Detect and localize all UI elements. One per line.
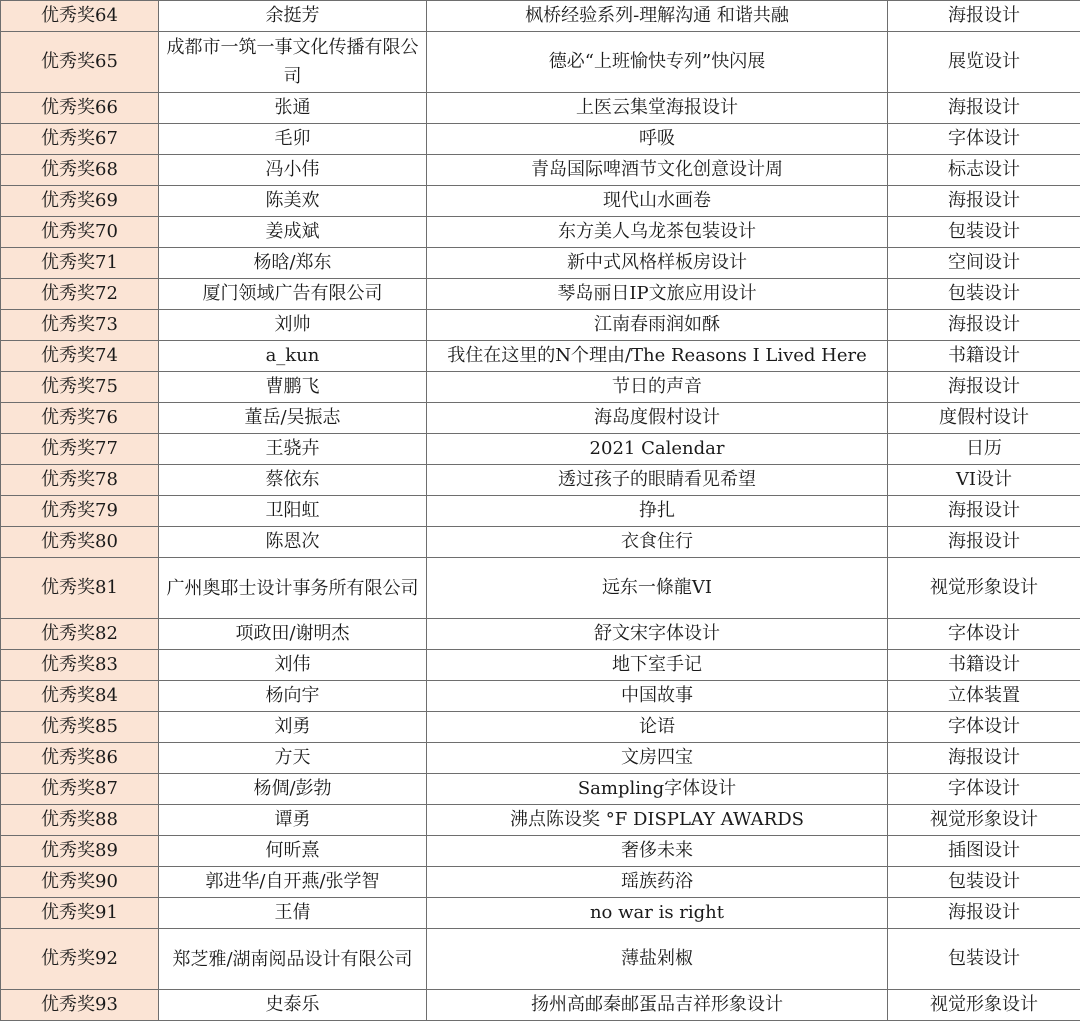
work-cell: 节日的声音 bbox=[427, 372, 888, 403]
work-cell: 枫桥经验系列-理解沟通 和谐共融 bbox=[427, 1, 888, 32]
table-row bbox=[1, 681, 1080, 712]
award-cell: 优秀奖81 bbox=[1, 558, 159, 619]
winner-cell: 蔡依东 bbox=[159, 465, 427, 496]
work-cell: 现代山水画卷 bbox=[427, 186, 888, 217]
award-cell: 优秀奖84 bbox=[1, 681, 159, 712]
table-row bbox=[1, 836, 1080, 867]
work-cell: 舒文宋字体设计 bbox=[427, 619, 888, 650]
work-cell: 琴岛丽日IP文旅应用设计 bbox=[427, 279, 888, 310]
award-cell: 优秀奖64 bbox=[1, 1, 159, 32]
winner-cell: a_kun bbox=[159, 341, 427, 372]
award-cell: 优秀奖75 bbox=[1, 372, 159, 403]
table-row bbox=[1, 650, 1080, 681]
award-cell: 优秀奖85 bbox=[1, 712, 159, 743]
winner-cell: 卫阳虹 bbox=[159, 496, 427, 527]
winner-cell: 杨倜/彭勃 bbox=[159, 774, 427, 805]
winner-cell: 姜成斌 bbox=[159, 217, 427, 248]
category-cell: 包装设计 bbox=[888, 217, 1080, 248]
category-cell: 海报设计 bbox=[888, 743, 1080, 774]
category-cell: 海报设计 bbox=[888, 310, 1080, 341]
award-cell: 优秀奖88 bbox=[1, 805, 159, 836]
table-row bbox=[1, 619, 1080, 650]
award-cell: 优秀奖93 bbox=[1, 990, 159, 1021]
award-cell: 优秀奖86 bbox=[1, 743, 159, 774]
category-cell: 空间设计 bbox=[888, 248, 1080, 279]
winner-cell: 成都市一筑一事文化传播有限公司 bbox=[159, 32, 427, 93]
award-cell: 优秀奖69 bbox=[1, 186, 159, 217]
work-cell: 德必“上班愉快专列”快闪展 bbox=[427, 32, 888, 93]
work-cell: 青岛国际啤酒节文化创意设计周 bbox=[427, 155, 888, 186]
table-row bbox=[1, 898, 1080, 929]
winner-cell: 广州奥耶士设计事务所有限公司 bbox=[159, 558, 427, 619]
winner-cell: 郑芝雅/湖南阅品设计有限公司 bbox=[159, 929, 427, 990]
work-cell: 地下室手记 bbox=[427, 650, 888, 681]
work-cell: 扬州高邮秦邮蛋品吉祥形象设计 bbox=[427, 990, 888, 1021]
award-cell: 优秀奖89 bbox=[1, 836, 159, 867]
category-cell: 立体装置 bbox=[888, 681, 1080, 712]
work-cell: 奢侈未来 bbox=[427, 836, 888, 867]
table-row bbox=[1, 527, 1080, 558]
award-cell: 优秀奖82 bbox=[1, 619, 159, 650]
winner-cell: 杨晗/郑东 bbox=[159, 248, 427, 279]
table-row bbox=[1, 186, 1080, 217]
award-cell: 优秀奖78 bbox=[1, 465, 159, 496]
award-cell: 优秀奖71 bbox=[1, 248, 159, 279]
table-row bbox=[1, 310, 1080, 341]
work-cell: 沸点陈设奖 °F DISPLAY AWARDS bbox=[427, 805, 888, 836]
category-cell: 字体设计 bbox=[888, 712, 1080, 743]
table-row bbox=[1, 496, 1080, 527]
winner-cell: 厦门领域广告有限公司 bbox=[159, 279, 427, 310]
table-row bbox=[1, 217, 1080, 248]
work-cell: 新中式风格样板房设计 bbox=[427, 248, 888, 279]
category-cell: 包装设计 bbox=[888, 867, 1080, 898]
category-cell: 标志设计 bbox=[888, 155, 1080, 186]
table-row bbox=[1, 712, 1080, 743]
work-cell: 2021 Calendar bbox=[427, 434, 888, 465]
table-row bbox=[1, 434, 1080, 465]
table-row bbox=[1, 465, 1080, 496]
category-cell: VI设计 bbox=[888, 465, 1080, 496]
award-cell: 优秀奖91 bbox=[1, 898, 159, 929]
award-cell: 优秀奖67 bbox=[1, 124, 159, 155]
winner-cell: 何昕熹 bbox=[159, 836, 427, 867]
table-row bbox=[1, 867, 1080, 898]
award-cell: 优秀奖90 bbox=[1, 867, 159, 898]
work-cell: 中国故事 bbox=[427, 681, 888, 712]
work-cell: 江南春雨润如酥 bbox=[427, 310, 888, 341]
award-cell: 优秀奖72 bbox=[1, 279, 159, 310]
table-row bbox=[1, 929, 1080, 990]
winner-cell: 杨向宇 bbox=[159, 681, 427, 712]
table-row bbox=[1, 372, 1080, 403]
winner-cell: 王倩 bbox=[159, 898, 427, 929]
winner-cell: 余挺芳 bbox=[159, 1, 427, 32]
table-row bbox=[1, 1, 1080, 32]
award-cell: 优秀奖92 bbox=[1, 929, 159, 990]
category-cell: 度假村设计 bbox=[888, 403, 1080, 434]
award-cell: 优秀奖66 bbox=[1, 93, 159, 124]
work-cell: 衣食住行 bbox=[427, 527, 888, 558]
category-cell: 书籍设计 bbox=[888, 650, 1080, 681]
table-row bbox=[1, 32, 1080, 93]
work-cell: 瑶族药浴 bbox=[427, 867, 888, 898]
category-cell: 字体设计 bbox=[888, 619, 1080, 650]
work-cell: 挣扎 bbox=[427, 496, 888, 527]
table-row bbox=[1, 774, 1080, 805]
table-row bbox=[1, 341, 1080, 372]
award-cell: 优秀奖83 bbox=[1, 650, 159, 681]
awards-table-body bbox=[1, 1, 1080, 1021]
category-cell: 插图设计 bbox=[888, 836, 1080, 867]
table-row bbox=[1, 155, 1080, 186]
table-row bbox=[1, 279, 1080, 310]
category-cell: 字体设计 bbox=[888, 124, 1080, 155]
category-cell: 书籍设计 bbox=[888, 341, 1080, 372]
winner-cell: 冯小伟 bbox=[159, 155, 427, 186]
winner-cell: 史泰乐 bbox=[159, 990, 427, 1021]
award-cell: 优秀奖80 bbox=[1, 527, 159, 558]
work-cell: 上医云集堂海报设计 bbox=[427, 93, 888, 124]
table-row bbox=[1, 124, 1080, 155]
category-cell: 包装设计 bbox=[888, 279, 1080, 310]
work-cell: no war is right bbox=[427, 898, 888, 929]
category-cell: 海报设计 bbox=[888, 527, 1080, 558]
winner-cell: 刘勇 bbox=[159, 712, 427, 743]
work-cell: 透过孩子的眼睛看见希望 bbox=[427, 465, 888, 496]
work-cell: 呼吸 bbox=[427, 124, 888, 155]
category-cell: 海报设计 bbox=[888, 496, 1080, 527]
table-row bbox=[1, 558, 1080, 619]
category-cell: 日历 bbox=[888, 434, 1080, 465]
winner-cell: 毛卯 bbox=[159, 124, 427, 155]
work-cell: 东方美人乌龙茶包装设计 bbox=[427, 217, 888, 248]
winner-cell: 董岳/吴振志 bbox=[159, 403, 427, 434]
winner-cell: 刘伟 bbox=[159, 650, 427, 681]
category-cell: 视觉形象设计 bbox=[888, 805, 1080, 836]
work-cell: Sampling字体设计 bbox=[427, 774, 888, 805]
winner-cell: 项政田/谢明杰 bbox=[159, 619, 427, 650]
table-row bbox=[1, 805, 1080, 836]
winner-cell: 曹鹏飞 bbox=[159, 372, 427, 403]
category-cell: 字体设计 bbox=[888, 774, 1080, 805]
table-row bbox=[1, 743, 1080, 774]
winner-cell: 张通 bbox=[159, 93, 427, 124]
table-row bbox=[1, 93, 1080, 124]
award-cell: 优秀奖68 bbox=[1, 155, 159, 186]
category-cell: 展览设计 bbox=[888, 32, 1080, 93]
award-cell: 优秀奖77 bbox=[1, 434, 159, 465]
work-cell: 我住在这里的N个理由/The Reasons I Lived Here bbox=[427, 341, 888, 372]
category-cell: 视觉形象设计 bbox=[888, 990, 1080, 1021]
category-cell: 包装设计 bbox=[888, 929, 1080, 990]
work-cell: 远东一條龍VI bbox=[427, 558, 888, 619]
award-cell: 优秀奖73 bbox=[1, 310, 159, 341]
award-cell: 优秀奖87 bbox=[1, 774, 159, 805]
award-cell: 优秀奖65 bbox=[1, 32, 159, 93]
category-cell: 海报设计 bbox=[888, 186, 1080, 217]
winner-cell: 陈美欢 bbox=[159, 186, 427, 217]
award-cell: 优秀奖70 bbox=[1, 217, 159, 248]
winner-cell: 刘帅 bbox=[159, 310, 427, 341]
winner-cell: 郭进华/自开燕/张学智 bbox=[159, 867, 427, 898]
winner-cell: 谭勇 bbox=[159, 805, 427, 836]
work-cell: 薄盐剁椒 bbox=[427, 929, 888, 990]
category-cell: 海报设计 bbox=[888, 1, 1080, 32]
winner-cell: 陈恩次 bbox=[159, 527, 427, 558]
winner-cell: 方天 bbox=[159, 743, 427, 774]
table-row bbox=[1, 403, 1080, 434]
award-cell: 优秀奖76 bbox=[1, 403, 159, 434]
work-cell: 文房四宝 bbox=[427, 743, 888, 774]
winner-cell: 王骁卉 bbox=[159, 434, 427, 465]
award-cell: 优秀奖79 bbox=[1, 496, 159, 527]
category-cell: 海报设计 bbox=[888, 93, 1080, 124]
work-cell: 海岛度假村设计 bbox=[427, 403, 888, 434]
work-cell: 论语 bbox=[427, 712, 888, 743]
category-cell: 海报设计 bbox=[888, 372, 1080, 403]
table-row bbox=[1, 990, 1080, 1021]
table-row bbox=[1, 248, 1080, 279]
category-cell: 视觉形象设计 bbox=[888, 558, 1080, 619]
award-cell: 优秀奖74 bbox=[1, 341, 159, 372]
category-cell: 海报设计 bbox=[888, 898, 1080, 929]
